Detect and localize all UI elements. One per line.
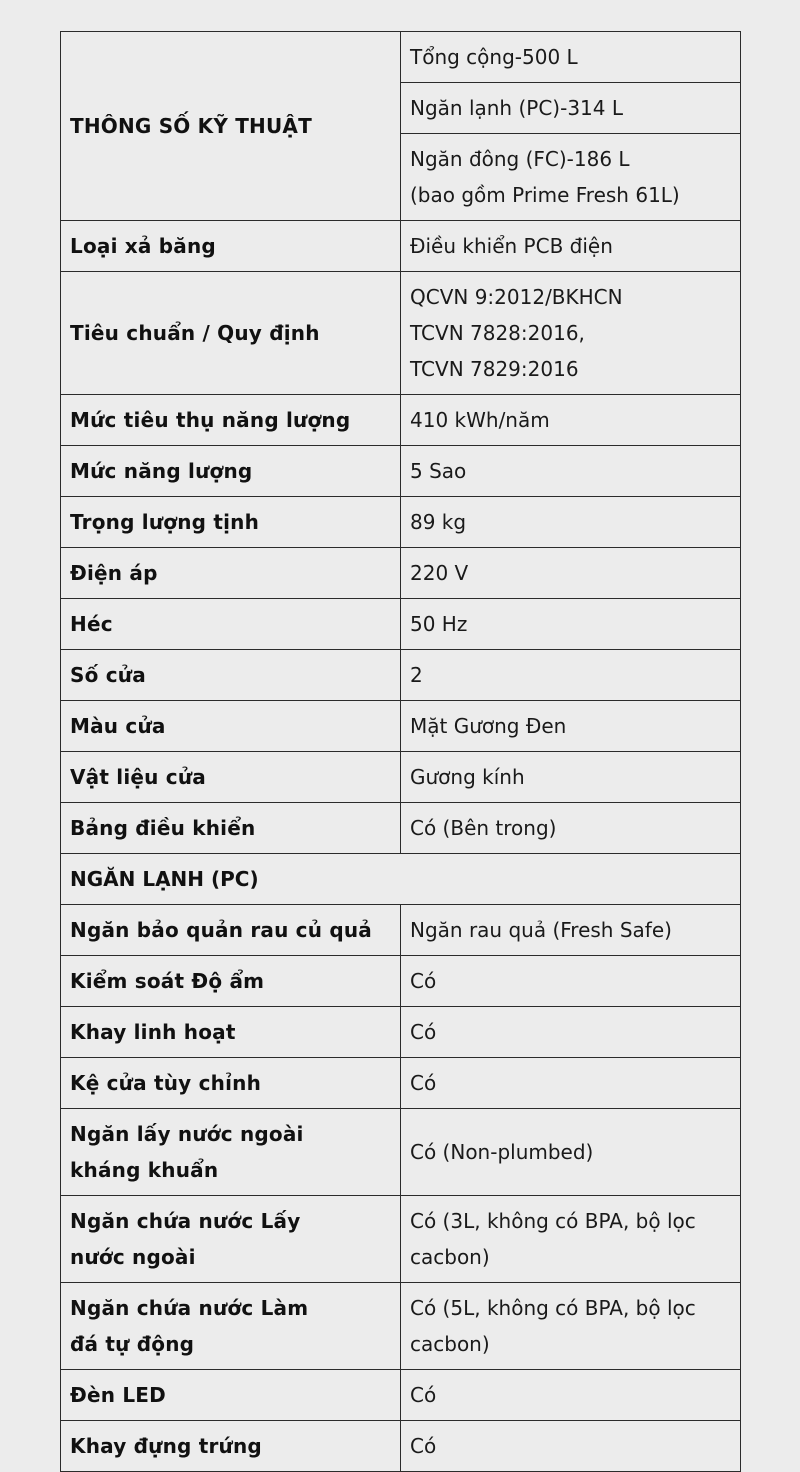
table-row (61, 1196, 741, 1283)
cell-line: Có (410, 969, 437, 993)
cell-line: 5 Sao (410, 459, 467, 483)
cell-line: Tổng cộng-500 L (410, 45, 578, 69)
cell-line: 89 kg (410, 510, 467, 534)
cell-line: Ngăn chứa nước Làm (70, 1296, 309, 1320)
cell-line: Có (410, 1383, 437, 1407)
table-cell-value (401, 134, 741, 221)
pc-rows (61, 905, 741, 1472)
cell-line: Trọng lượng tịnh (70, 510, 260, 534)
cell-line: Kệ cửa tùy chỉnh (70, 1071, 262, 1095)
table-cell-value (401, 752, 741, 803)
cell-line: Ngăn rau quả (Fresh Safe) (410, 918, 672, 942)
table-cell-label (61, 905, 401, 956)
cell-line: Tiêu chuẩn / Quy định (70, 321, 320, 345)
spec-table-body (61, 32, 741, 221)
cell-line: Mức tiêu thụ năng lượng (70, 408, 351, 432)
cell-line: Màu cửa (70, 714, 166, 738)
table-cell-value (401, 803, 741, 854)
cell-line: cacbon) (410, 1332, 490, 1356)
cell-line: đá tự động (70, 1332, 195, 1356)
section-heading-pc: NGĂN LẠNH (PC) (61, 854, 741, 905)
table-cell-label (61, 548, 401, 599)
cell-line: Kiểm soát Độ ẩm (70, 969, 265, 993)
cell-line: 410 kWh/năm (410, 408, 550, 432)
cell-line: Đèn LED (70, 1383, 166, 1407)
table-cell-value (401, 1007, 741, 1058)
cell-line: nước ngoài (70, 1245, 196, 1269)
cell-line: 220 V (410, 561, 469, 585)
table-cell-label (61, 272, 401, 395)
cell-line: QCVN 9:2012/BKHCN (410, 285, 623, 309)
cell-line: Khay đựng trứng (70, 1434, 262, 1458)
cell-line: kháng khuẩn (70, 1158, 219, 1182)
table-row (61, 1370, 741, 1421)
table-cell-label (61, 1196, 401, 1283)
table-cell-label (61, 395, 401, 446)
table-cell-label (61, 803, 401, 854)
table-row (61, 599, 741, 650)
spec-header-label: THÔNG SỐ KỸ THUẬT (61, 32, 401, 221)
cell-line: 2 (410, 663, 423, 687)
cell-line: TCVN 7829:2016 (410, 357, 579, 381)
table-cell-label (61, 599, 401, 650)
table-row (61, 32, 741, 83)
cell-line: Có (5L, không có BPA, bộ lọc (410, 1296, 696, 1320)
table-cell-label (61, 1058, 401, 1109)
cell-line: Có (410, 1020, 437, 1044)
cell-line: 50 Hz (410, 612, 468, 636)
cell-line: cacbon) (410, 1245, 490, 1269)
table-row (61, 752, 741, 803)
table-row (61, 905, 741, 956)
cell-line: Có (Non-plumbed) (410, 1140, 594, 1164)
cell-line: Héc (70, 612, 113, 636)
cell-line: Điều khiển PCB điện (410, 234, 613, 258)
table-row (61, 701, 741, 752)
table-cell-value (401, 497, 741, 548)
table-row (61, 1109, 741, 1196)
table-cell-value (401, 599, 741, 650)
table-row (61, 395, 741, 446)
table-row (61, 272, 741, 395)
table-cell-value (401, 956, 741, 1007)
table-row (61, 956, 741, 1007)
table-cell-value (401, 1109, 741, 1196)
table-row (61, 1058, 741, 1109)
cell-line: Ngăn lạnh (PC)-314 L (410, 96, 623, 120)
spec-table (60, 31, 741, 1472)
cell-line: Có (410, 1434, 437, 1458)
section-pc-body (61, 854, 741, 905)
table-row (61, 1283, 741, 1370)
table-cell-value (401, 1196, 741, 1283)
table-cell-value (401, 32, 741, 83)
cell-line: Điện áp (70, 561, 158, 585)
table-cell-label (61, 1007, 401, 1058)
cell-line: Ngăn đông (FC)-186 L (410, 147, 630, 171)
table-cell-label (61, 446, 401, 497)
table-cell-label (61, 1109, 401, 1196)
table-cell-label (61, 752, 401, 803)
table-row (61, 650, 741, 701)
cell-line: Ngăn chứa nước Lấy (70, 1209, 301, 1233)
table-cell-value (401, 83, 741, 134)
table-row (61, 803, 741, 854)
table-cell-value (401, 446, 741, 497)
cell-line: Gương kính (410, 765, 525, 789)
table-cell-value (401, 701, 741, 752)
table-cell-label (61, 1421, 401, 1472)
cell-line: TCVN 7828:2016, (410, 321, 585, 345)
table-cell-value (401, 548, 741, 599)
table-cell-label (61, 650, 401, 701)
table-cell-label (61, 1283, 401, 1370)
table-row (61, 854, 741, 905)
table-cell-label (61, 956, 401, 1007)
table-cell-value (401, 395, 741, 446)
table-row (61, 548, 741, 599)
table-cell-value (401, 1283, 741, 1370)
cell-line: Bảng điều khiển (70, 816, 256, 840)
general-rows (61, 221, 741, 854)
table-cell-value (401, 1370, 741, 1421)
cell-line: Có (3L, không có BPA, bộ lọc (410, 1209, 696, 1233)
cell-line: Mặt Gương Đen (410, 714, 567, 738)
cell-line: Có (410, 1071, 437, 1095)
table-cell-label (61, 497, 401, 548)
table-row (61, 1007, 741, 1058)
cell-line: Mức năng lượng (70, 459, 253, 483)
table-row (61, 221, 741, 272)
cell-line: Vật liệu cửa (70, 765, 206, 789)
cell-line: Có (Bên trong) (410, 816, 557, 840)
cell-line: Khay linh hoạt (70, 1020, 236, 1044)
table-cell-value (401, 905, 741, 956)
table-cell-label (61, 1370, 401, 1421)
table-cell-value (401, 272, 741, 395)
cell-line: (bao gồm Prime Fresh 61L) (410, 183, 680, 207)
cell-line: Ngăn bảo quản rau củ quả (70, 918, 372, 942)
table-cell-value (401, 1058, 741, 1109)
cell-line: Ngăn lấy nước ngoài (70, 1122, 304, 1146)
table-row (61, 497, 741, 548)
table-cell-value (401, 650, 741, 701)
table-row (61, 446, 741, 497)
table-cell-label (61, 221, 401, 272)
cell-line: Số cửa (70, 663, 146, 687)
cell-line: Loại xả băng (70, 234, 216, 258)
table-cell-label (61, 701, 401, 752)
table-cell-value (401, 1421, 741, 1472)
table-row (61, 1421, 741, 1472)
table-cell-value (401, 221, 741, 272)
